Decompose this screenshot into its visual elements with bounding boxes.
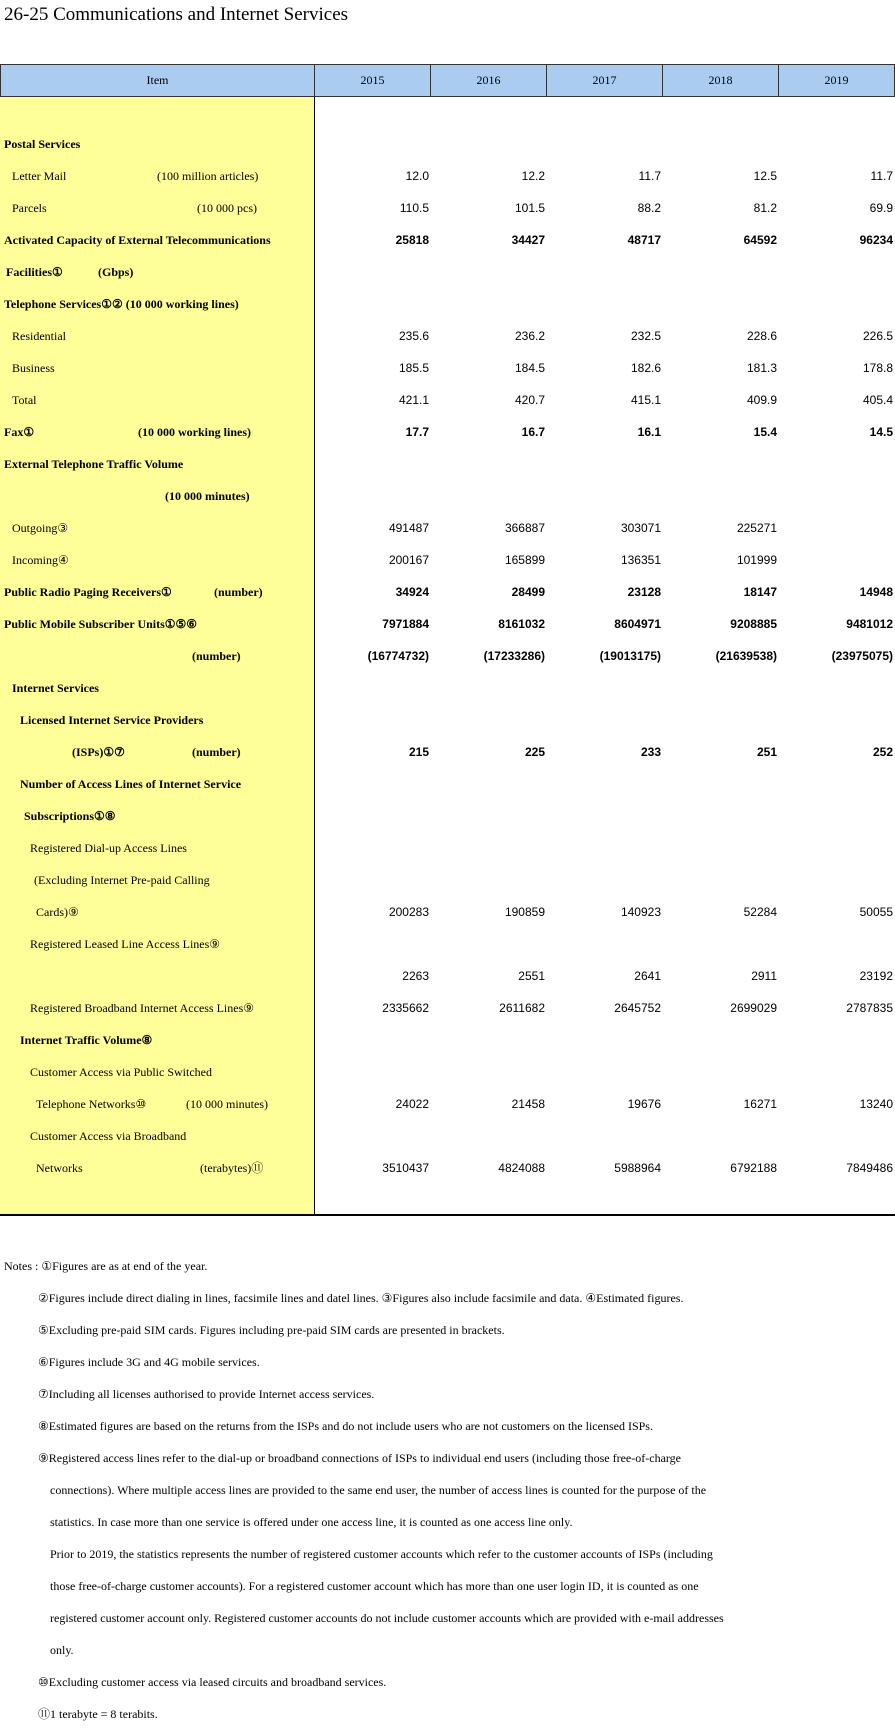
row-label: Incoming④	[12, 553, 69, 567]
row-unit: (10 000 pcs)	[197, 201, 257, 215]
cell-2016: 34427	[511, 233, 545, 247]
table-row	[0, 320, 895, 352]
note-5: ⑤Excluding pre-paid SIM cards. Figures including pre-paid SIM cards are presented in brackets.	[38, 1323, 505, 1337]
row-unit: (100 million articles)	[157, 169, 259, 183]
note-11: ⑪1 terabyte = 8 terabits.	[38, 1707, 158, 1721]
cell-2019: 14948	[859, 585, 893, 599]
cell-2018: 181.3	[746, 361, 777, 375]
table-row	[0, 1152, 895, 1184]
cell-2017: 2641	[634, 969, 661, 983]
table-row	[0, 224, 895, 256]
cell-2016: 2611682	[499, 1001, 545, 1015]
cell-2017: 232.5	[630, 329, 661, 343]
table-row	[0, 896, 895, 928]
table-row	[0, 192, 895, 224]
table-row	[0, 544, 895, 576]
row-label: Postal Services	[4, 137, 81, 151]
row-unit: (10 000 minutes)	[165, 489, 250, 503]
note-9-cont: those free-of-charge customer accounts). For a registered customer account which has more than one user login ID, it is counted as one	[50, 1579, 699, 1593]
table-row	[0, 448, 895, 480]
row-label: Licensed Internet Service Providers	[20, 713, 204, 727]
cell-2017: 11.7	[638, 169, 661, 183]
cell-2018: 18147	[743, 585, 777, 599]
row-label: Networks	[36, 1161, 83, 1175]
cell-2015: 25818	[395, 233, 429, 247]
cell-2016: 184.5	[514, 361, 545, 375]
cell-2019: 226.5	[862, 329, 893, 343]
row-unit: (10 000 minutes)	[186, 1097, 268, 1111]
cell-2019: 7849486	[846, 1161, 893, 1175]
note-9-cont: connections). Where multiple access lines are provided to the same end user, the number of access lines is counted for the purpose of the	[50, 1483, 707, 1497]
table-row	[0, 480, 895, 512]
row-label: (Excluding Internet Pre-paid Calling	[34, 873, 210, 887]
cell-2018: 9208885	[730, 617, 777, 631]
cell-2018: 228.6	[746, 329, 777, 343]
table-row	[0, 608, 895, 640]
cell-2018: (21639538)	[715, 649, 777, 663]
cell-2015: 421.1	[398, 393, 429, 407]
cell-2017: (19013175)	[599, 649, 661, 663]
cell-2018: 52284	[743, 905, 777, 919]
cell-2019: 13240	[859, 1097, 893, 1111]
cell-2015: 2263	[402, 969, 429, 983]
table-row	[0, 672, 895, 704]
table-header	[0, 64, 895, 97]
table-row	[0, 704, 895, 736]
table-row	[0, 384, 895, 416]
row-label: Activated Capacity of External Telecommunications	[4, 233, 271, 247]
cell-2018: 12.5	[753, 169, 777, 183]
table-row	[0, 1024, 895, 1056]
note-9-cont: only.	[50, 1643, 74, 1657]
row-label: Registered Broadband Internet Access Lines⑨	[30, 1001, 255, 1015]
header-year-2016: 2016	[431, 65, 547, 96]
table-row	[0, 160, 895, 192]
cell-2019: 69.9	[869, 201, 893, 215]
cell-2018: 64592	[743, 233, 777, 247]
cell-2015: 34924	[395, 585, 429, 599]
table-row	[0, 352, 895, 384]
cell-2018: 251	[756, 745, 777, 759]
row-label: Customer Access via Broadband	[30, 1129, 187, 1143]
note-1: Notes : ①Figures are as at end of the year.	[4, 1259, 208, 1273]
cell-2018: 15.4	[753, 425, 777, 439]
cell-2016: 420.7	[514, 393, 545, 407]
row-label: Internet Services	[12, 681, 99, 695]
row-unit: (number)	[192, 649, 241, 663]
cell-2016: 16.7	[521, 425, 545, 439]
table-row	[0, 416, 895, 448]
cell-2016: 2551	[518, 969, 545, 983]
cell-2018: 409.9	[746, 393, 777, 407]
note-10: ⑩Excluding customer access via leased circuits and broadband services.	[38, 1675, 387, 1689]
row-label: Facilities①	[6, 265, 63, 279]
cell-2015: 12.0	[405, 169, 429, 183]
cell-2017: 88.2	[637, 201, 661, 215]
row-unit: (number)	[192, 745, 241, 759]
cell-2017: 303071	[620, 521, 661, 535]
cell-2019: 11.7	[870, 169, 893, 183]
row-label: Customer Access via Public Switched	[30, 1065, 212, 1079]
header-year-2018: 2018	[663, 65, 779, 96]
header-year-2019: 2019	[779, 65, 895, 96]
cell-2015: 7971884	[382, 617, 429, 631]
cell-2015: 491487	[388, 521, 429, 535]
note-6: ⑥Figures include 3G and 4G mobile services.	[38, 1355, 260, 1369]
table-row	[0, 1056, 895, 1088]
cell-2016: 21458	[511, 1097, 545, 1111]
note-2: ②Figures include direct dialing in lines, facsimile lines and datel lines. ③Figures also include facsimile and data. ④Estimated figures.	[38, 1291, 684, 1305]
cell-2015: (16774732)	[367, 649, 429, 663]
row-label: Public Radio Paging Receivers①	[4, 585, 172, 599]
cell-2019: 50055	[859, 905, 893, 919]
table-row	[0, 512, 895, 544]
cell-2016: (17233286)	[483, 649, 545, 663]
header-year-2017: 2017	[547, 65, 663, 96]
cell-2019: 405.4	[862, 393, 893, 407]
table-row	[0, 256, 895, 288]
row-label: Registered Dial-up Access Lines	[30, 841, 187, 855]
cell-2016: 190859	[504, 905, 545, 919]
cell-2016: 165899	[504, 553, 545, 567]
table-row	[0, 1088, 895, 1120]
cell-2019: 96234	[859, 233, 893, 247]
note-9: ⑨Registered access lines refer to the dial-up or broadband connections of ISPs to individual end users (including those free-of-charge	[38, 1451, 682, 1465]
cell-2016: 4824088	[498, 1161, 545, 1175]
cell-2018: 225271	[736, 521, 777, 535]
cell-2017: 233	[640, 745, 661, 759]
cell-2017: 140923	[620, 905, 661, 919]
cell-2017: 16.1	[637, 425, 661, 439]
header-year-2015: 2015	[315, 65, 431, 96]
page-title: 26-25 Communications and Internet Services	[4, 4, 349, 25]
row-label: External Telephone Traffic Volume	[4, 457, 184, 471]
row-label: Total	[12, 393, 37, 407]
row-label: Number of Access Lines of Internet Service	[20, 777, 242, 791]
cell-2016: 366887	[504, 521, 545, 535]
table-row	[0, 128, 895, 160]
cell-2015: 185.5	[398, 361, 429, 375]
row-unit: (number)	[214, 585, 263, 599]
row-label: Telephone Services①② (10 000 working lines)	[4, 297, 239, 311]
row-label: Fax①	[4, 425, 35, 439]
cell-2015: 235.6	[398, 329, 429, 343]
cell-2018: 6792188	[730, 1161, 777, 1175]
cell-2019: 252	[872, 745, 893, 759]
note-8: ⑧Estimated figures are based on the returns from the ISPs and do not include users who are not customers on the licensed ISPs.	[38, 1419, 653, 1433]
table-row	[0, 1120, 895, 1152]
cell-2019: 23192	[859, 969, 893, 983]
cell-2015: 200167	[388, 553, 429, 567]
note-9-cont: Prior to 2019, the statistics represents the number of registered customer accounts which refer to the customer accounts of ISPs (including	[50, 1547, 713, 1561]
note-9-cont: statistics. In case more than one service is offered under one access line, it is counted as one access line only.	[50, 1515, 573, 1529]
cell-2019: 14.5	[869, 425, 893, 439]
row-label: Cards)⑨	[36, 905, 79, 919]
cell-2018: 81.2	[753, 201, 777, 215]
cell-2016: 8161032	[498, 617, 545, 631]
row-unit: (terabytes)⑪	[200, 1161, 264, 1175]
cell-2017: 136351	[620, 553, 661, 567]
cell-2016: 12.2	[521, 169, 545, 183]
row-label: Business	[12, 361, 55, 375]
note-7: ⑦Including all licenses authorised to provide Internet access services.	[38, 1387, 375, 1401]
cell-2016: 225	[524, 745, 545, 759]
row-label: Residential	[12, 329, 66, 343]
cell-2017: 182.6	[630, 361, 661, 375]
row-label: Letter Mail	[12, 169, 67, 183]
cell-2016: 236.2	[514, 329, 545, 343]
cell-2016: 28499	[511, 585, 545, 599]
cell-2019: (23975075)	[831, 649, 893, 663]
cell-2015: 17.7	[405, 425, 429, 439]
row-label: Parcels	[12, 201, 47, 215]
cell-2015: 3510437	[382, 1161, 429, 1175]
cell-2019: 178.8	[862, 361, 893, 375]
table-row	[0, 832, 895, 864]
cell-2017: 19676	[627, 1097, 661, 1111]
row-label: Outgoing③	[12, 521, 69, 535]
cell-2017: 23128	[627, 585, 661, 599]
table-row	[0, 640, 895, 672]
cell-2017: 5988964	[614, 1161, 661, 1175]
cell-2015: 24022	[395, 1097, 429, 1111]
note-9-cont: registered customer account only. Registered customer accounts do not include customer accounts which are provided with e-mail addresses	[50, 1611, 724, 1625]
table-row	[0, 288, 895, 320]
table-row	[0, 576, 895, 608]
cell-2017: 2645752	[614, 1001, 661, 1015]
table-row	[0, 768, 895, 800]
row-unit: (Gbps)	[98, 265, 134, 279]
table-row	[0, 992, 895, 1024]
cell-2018: 2699029	[730, 1001, 777, 1015]
row-label: Registered Leased Line Access Lines⑨	[30, 937, 221, 951]
row-label: Telephone Networks⑩	[36, 1097, 147, 1111]
cell-2017: 415.1	[630, 393, 661, 407]
row-label: Public Mobile Subscriber Units①⑤⑥	[4, 617, 198, 631]
cell-2019: 9481012	[846, 617, 893, 631]
cell-2015: 200283	[388, 905, 429, 919]
header-item: Item	[0, 65, 315, 96]
table-row	[0, 736, 895, 768]
table-bottom-border	[0, 1214, 895, 1216]
table-row	[0, 960, 895, 992]
row-unit: (10 000 working lines)	[138, 425, 252, 439]
cell-2018: 101999	[736, 553, 777, 567]
table-row	[0, 864, 895, 896]
row-label: Subscriptions①⑧	[24, 809, 116, 823]
cell-2015: 2335662	[382, 1001, 429, 1015]
cell-2015: 110.5	[399, 201, 429, 215]
cell-2017: 48717	[627, 233, 661, 247]
cell-2017: 8604971	[614, 617, 661, 631]
table-row	[0, 928, 895, 960]
row-label: Internet Traffic Volume⑧	[20, 1033, 153, 1047]
cell-2016: 101.5	[514, 201, 545, 215]
cell-2018: 16271	[743, 1097, 777, 1111]
cell-2018: 2911	[751, 969, 777, 983]
row-label: (ISPs)①⑦	[72, 745, 125, 759]
table-row	[0, 800, 895, 832]
cell-2015: 215	[408, 745, 429, 759]
cell-2019: 2787835	[846, 1001, 893, 1015]
